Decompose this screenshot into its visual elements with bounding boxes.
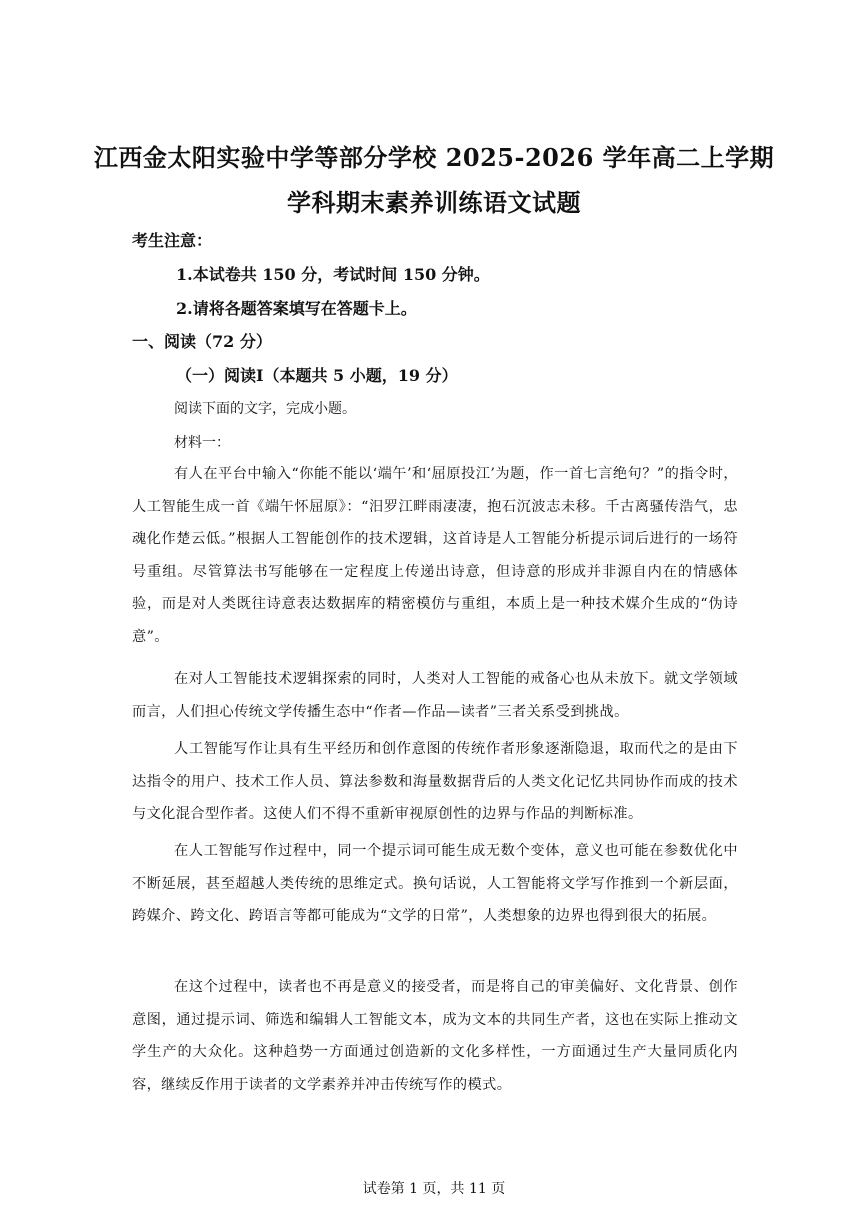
notice-item: 1.本试卷共 150 分，考试时间 150 分钟。 — [176, 265, 490, 284]
body-paragraph: 人工智能写作让具有生平经历和创作意图的传统作者形象逐渐隐退，取而代之的是由下达指令的用户、技术工作人员、算法参数和海量数据背后的人类文化记忆共同协作而成的技术与文化混合型作者。这使人们不得不重新审视原创性的边界与作品的判断标准。 — [132, 741, 738, 823]
page-footer: 试卷第 1 页，共 11 页 — [362, 1181, 506, 1197]
section-subtitle: （一）阅读I（本题共 5 小题，19 分） — [176, 366, 458, 385]
body-paragraph: 在这个过程中，读者也不再是意义的接受者，而是将自己的审美偏好、文化背景、创作意图，通过提示词、筛选和编辑人工智能文本，成为文本的共同生产者，这也在实际上推动文学生产的大众化。这种趋势一方面通过创造新的文化多样性，一方面通过生产大量同质化内容，继续反作用于读者的文学素养并冲击传统写作的模式。 — [132, 979, 738, 1093]
body-paragraph: 在人工智能写作过程中，同一个提示词可能生成无数个变体，意义也可能在参数优化中不断延展，甚至超越人类传统的思维定式。换句话说，人工智能将文学写作推到一个新层面，跨媒介、跨文化、跨语言等都可能成为“文学的日常”，人类想象的边界也得到很大的拓展。 — [132, 843, 738, 925]
exam-title-line1: 江西金太阳实验中学等部分学校 2025-2026 学年高二上学期 — [93, 143, 775, 172]
notice-heading: 考生注意： — [132, 231, 213, 250]
reading-instruction: 阅读下面的文字，完成小题。 — [174, 401, 356, 417]
material-label: 材料一： — [174, 435, 230, 451]
body-paragraph: 在对人工智能技术逻辑探索的同时，人类对人工智能的戒备心也从未放下。就文学领域而言，人们担心传统文学传播生态中“作者—作品—读者”三者关系受到挑战。 — [132, 671, 738, 720]
section-title: 一、阅读（72 分） — [132, 332, 272, 351]
body-paragraph: 有人在平台中输入“你能不能以‘端午’和‘屈原投江’为题，作一首七言绝句？”的指令时，人工智能生成一首《端午怀屈原》：“汨罗江畔雨凄凄，抱石沉波志未移。千古离骚传浩气，忠魂化作楚云低。”根据人工智能创作的技术逻辑，这首诗是人工智能分析提示词后进行的一场符号重组。尽管算法书写能够在一定程度上传递出诗意，但诗意的形成并非源自内在的情感体验，而是对人类既往诗意表达数据库的精密模仿与重组，本质上是一种技术媒介生成的“伪诗意”。 — [132, 466, 738, 645]
exam-title-line2: 学科期末素养训练语文试题 — [287, 188, 581, 217]
notice-item: 2.请将各题答案填写在答题卡上。 — [176, 299, 417, 318]
